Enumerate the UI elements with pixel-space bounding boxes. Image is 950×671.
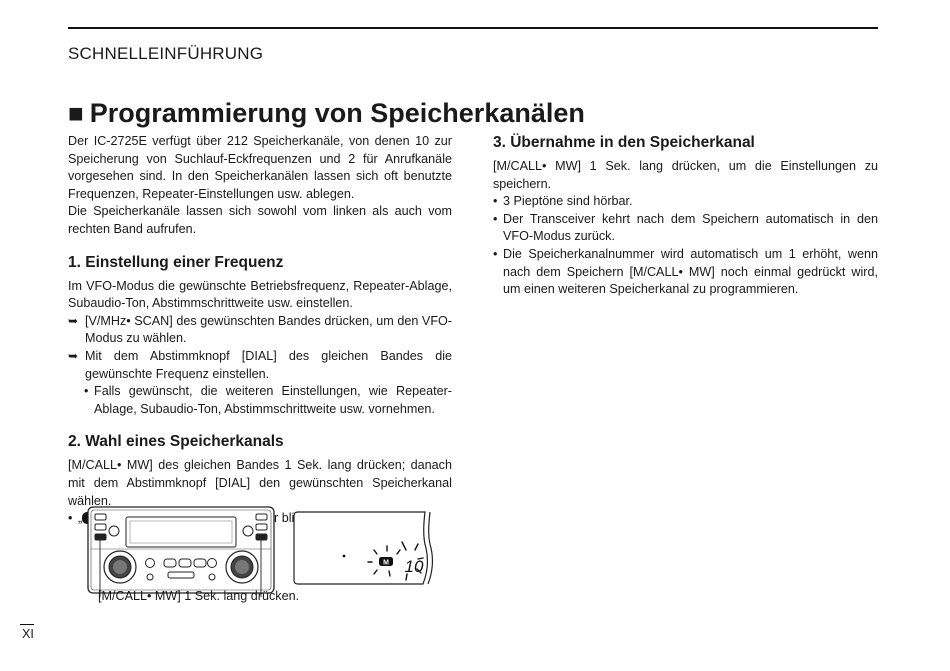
step3-bullet-text-3: Die Speicherkanalnummer wird automatisch um 1 erhöht, wenn nach dem Speichern [M/CALL• MW] noch einmal gedrückt wird, um einen weiteren Speicherkanal zu programmieren. (503, 246, 878, 297)
right-column (493, 133, 878, 299)
intro-paragraph-2: Die Speicherkanäle lassen sich sowohl vom linken als auch vom rechten Band aufrufen. (68, 204, 452, 236)
step3-text: [M/CALL• MW] 1 Sek. lang drücken, um die Einstellungen zu speichern. (493, 159, 878, 191)
bullet-icon: • (68, 511, 73, 526)
display-badge-text: M (383, 559, 389, 567)
page-number: XI (22, 627, 34, 641)
step1-bullet-text: Falls gewünscht, die weiteren Einstellungen, wie Repeater-Ablage, Subaudio-Ton, Abstimmschrittweite usw. vornehmen. (94, 384, 452, 416)
display-detail-illustration (290, 506, 440, 590)
section-header: SCHNELLEINFÜHRUNG (68, 44, 264, 63)
step3-heading: 3. Übernahme in den Speicherkanal (493, 134, 755, 151)
left-mcall-button (95, 534, 106, 540)
step3-bullet-text-1: 3 Pieptöne sind hörbar. (503, 194, 633, 209)
step2-text: [M/CALL• MW] des gleichen Bandes 1 Sek. lang drücken; danach mit dem Abstimmknopf [DIAL] den gewünschten Speicherkanal wählen. (68, 458, 452, 508)
right-mcall-button (256, 534, 267, 540)
page-title-text: Programmierung von Speicherkanälen (89, 98, 585, 128)
step1-text: Im VFO-Modus die gewünschte Betriebsfrequenz, Repeater-Ablage, Subaudio-Ton, Abstimmschrittweite usw. einstellen. (68, 278, 452, 311)
display-channel-digits: 10 (404, 557, 424, 576)
intro-paragraph-1: Der IC-2725E verfügt über 212 Speicherkanäle, von denen 10 zur Speicherung von Suchlauf-Eckfrequenzen und 2 für Anrufkanäle vorgesehen sind. In den Speicherkanälen lassen sich oft benutzte Frequenzen, Repeater-Einstellungen usw. ablegen. (68, 134, 452, 201)
step1-bullet-item (68, 383, 452, 418)
step1-arrow-text-2: Mit dem Abstimmknopf [DIAL] des gleichen Bandes die gewünschte Frequenz einstellen. (85, 348, 452, 381)
bullet-icon: • (493, 211, 498, 226)
page-title (68, 98, 585, 129)
step1-heading: 1. Einstellung einer Frequenz (68, 253, 284, 271)
step3-bullet-item-2 (493, 211, 878, 246)
square-bullet-icon: ■ (68, 98, 84, 128)
bullet-icon: • (493, 194, 498, 209)
step1-arrow-text-1: [V/MHz• SCAN] des gewünschten Bandes drücken, um den VFO-Modus zu wählen. (85, 313, 452, 346)
step1-arrow-item-1 (68, 313, 452, 348)
arrow-icon: ➥ (68, 313, 79, 328)
figure-caption: [M/CALL• MW] 1 Sek. lang drücken. (98, 589, 300, 603)
bullet-icon: • (493, 246, 498, 261)
left-column (68, 133, 452, 528)
step3-bullet-item-1 (493, 193, 878, 211)
bullet-icon: • (84, 384, 89, 399)
top-rule (68, 27, 878, 29)
page-number-rule (20, 624, 34, 625)
step2-heading: 2. Wahl eines Speicherkanals (68, 433, 284, 451)
step2-bullet-text: „ (78, 510, 452, 528)
step1-arrow-item-2 (68, 348, 452, 383)
step3-bullet-text-2: Der Transceiver kehrt nach dem Speichern automatisch in den VFO-Modus zurück. (503, 211, 878, 244)
step3-bullet-item-3 (493, 246, 878, 299)
arrow-icon: ➥ (68, 348, 79, 363)
